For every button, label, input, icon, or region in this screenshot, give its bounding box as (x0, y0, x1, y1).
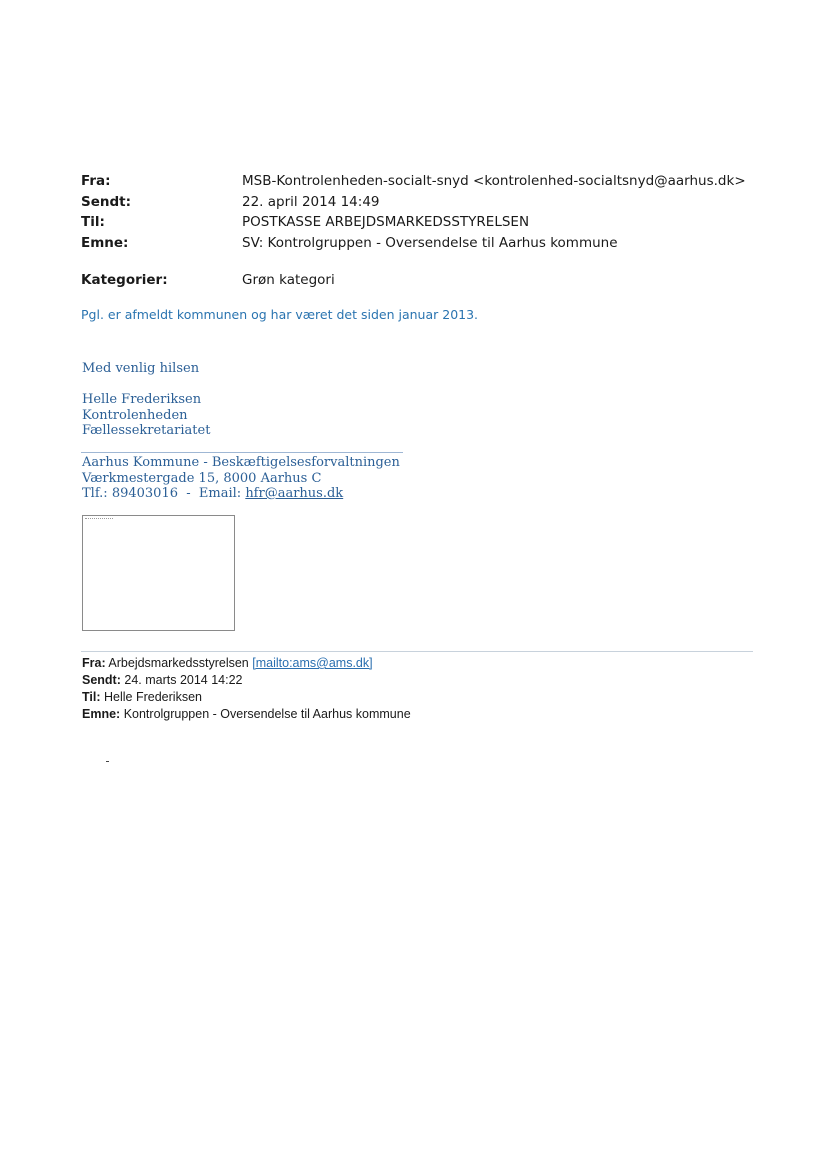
forward-separator (81, 651, 753, 652)
categories-label: Kategorier: (81, 272, 168, 288)
sent-label: Sendt: (81, 193, 132, 210)
header-row-from (81, 171, 781, 192)
forwarded-from-label: Fra: (82, 656, 106, 670)
subject-value: SV: Kontrolgruppen - Oversendelse til Aarhus kommune (242, 234, 618, 251)
from-label: Fra: (81, 173, 111, 189)
signature-email-link[interactable]: hfr@aarhus.dk (245, 486, 344, 501)
header-row-sent (81, 192, 781, 213)
header-row-categories (81, 270, 335, 290)
forwarded-subject-label: Emne: (82, 707, 121, 721)
signature-block (82, 392, 210, 439)
signature-phone: Tlf.: 89403016 - Email: (82, 486, 246, 501)
forwarded-subject-value: Kontrolgruppen - Oversendelse til Aarhus kommune (123, 707, 411, 721)
subject-label: Emne: (81, 234, 129, 251)
message-body: Pgl. er afmeldt kommunen og har været det siden januar 2013. (81, 307, 479, 322)
forwarded-to-row (82, 689, 411, 706)
signature-organization: Aarhus Kommune - Beskæftigelsesforvaltningen (82, 455, 400, 470)
forwarded-to-value: Helle Frederiksen (104, 690, 202, 704)
signature-address: Værkmestergade 15, 8000 Aarhus C (82, 470, 322, 486)
signature-department: Fællessekretariatet (82, 423, 211, 438)
to-label: Til: (81, 214, 105, 230)
signature-divider (81, 452, 403, 453)
forwarded-to-label: Til: (82, 690, 101, 704)
forwarded-from-row (82, 655, 411, 672)
forwarded-mailto-link[interactable]: [mailto:ams@ams.dk] (252, 656, 373, 670)
from-value: MSB-Kontrolenheden-socialt-snyd <kontrolenhed-socialtsnyd@aarhus.dk> (242, 173, 746, 189)
forwarded-sent-label: Sendt: (82, 673, 121, 687)
signature-unit: Kontrolenheden (82, 407, 188, 423)
forwarded-header (82, 655, 411, 723)
email-header (81, 171, 781, 253)
signature-phone-line (82, 486, 400, 502)
signature-name: Helle Frederiksen (82, 392, 202, 407)
forwarded-sent-value: 24. marts 2014 14:22 (124, 673, 243, 687)
broken-image-icon (85, 518, 113, 519)
stray-mark (106, 761, 109, 762)
to-value: POSTKASSE ARBEJDSMARKEDSSTYRELSEN (242, 214, 530, 230)
forwarded-sent-row (82, 672, 411, 689)
signature-contact (82, 455, 400, 502)
signature-image-placeholder (82, 515, 235, 631)
header-row-to (81, 212, 781, 233)
signature-greeting: Med venlig hilsen (82, 361, 200, 376)
sent-value: 22. april 2014 14:49 (242, 193, 380, 210)
header-row-subject (81, 233, 781, 254)
categories-value: Grøn kategori (242, 272, 335, 288)
forwarded-subject-row (82, 706, 411, 723)
forwarded-from-value: Arbejdsmarkedsstyrelsen (108, 656, 249, 670)
